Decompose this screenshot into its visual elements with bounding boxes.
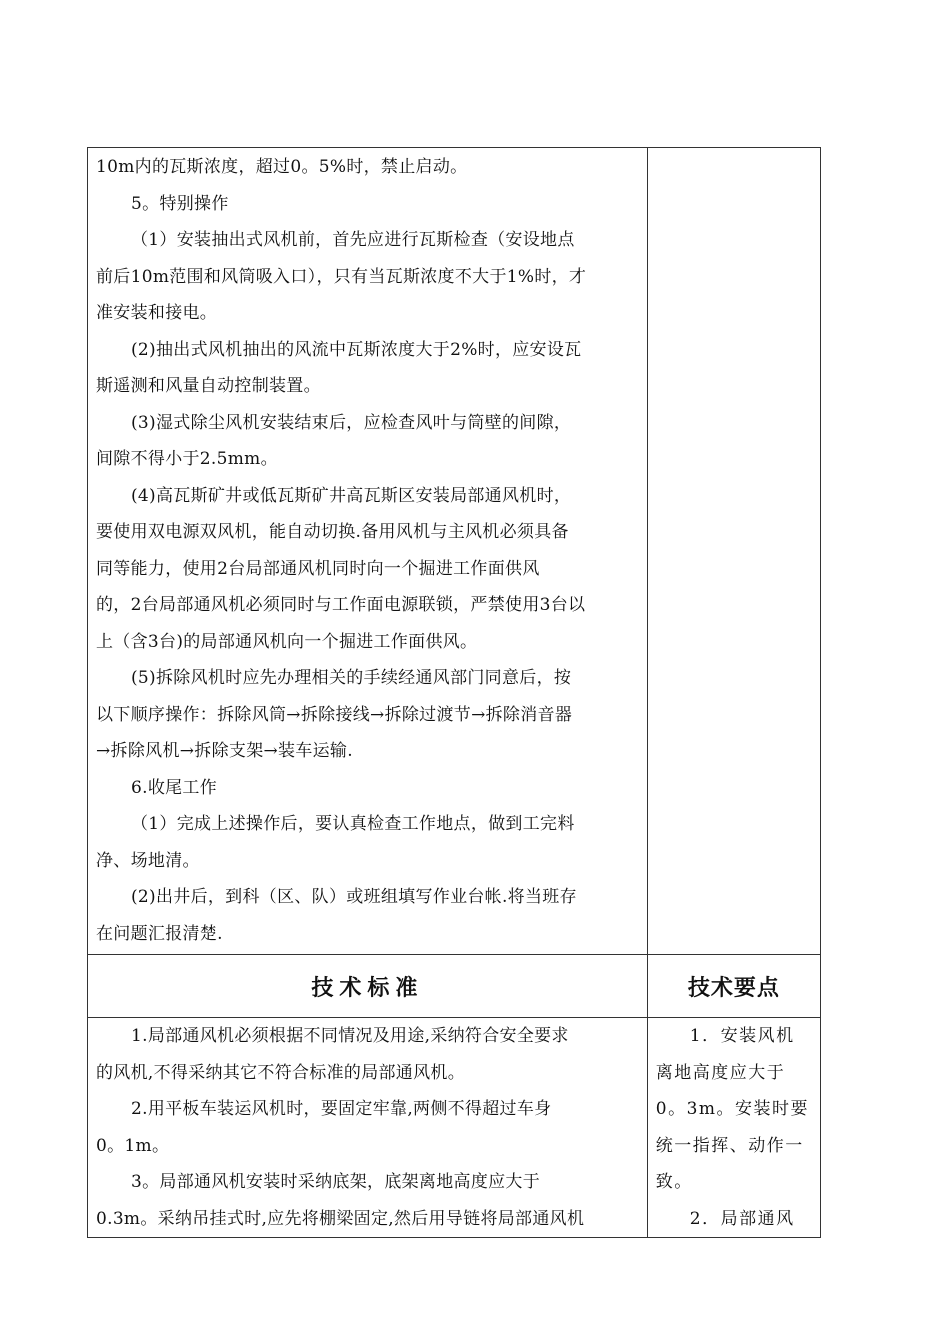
key-point-line: 1．安装风机: [689, 1026, 795, 1046]
text-line: 同等能力，使用2台局部通风机同时向一个掘进工作面供风: [96, 558, 540, 579]
text-line: 要使用双电源双风机，能自动切换.备用风机与主风机必须具备: [96, 522, 569, 542]
text-line: 1.局部通风机必须根据不同情况及用途,采纳符合安全要求: [131, 1026, 569, 1046]
text-line: (2)抽出式风机抽出的风流中瓦斯浓度大于2%时，应安设瓦: [131, 339, 582, 360]
operations-cell: [88, 148, 648, 955]
text-line: 净、场地清。: [96, 850, 200, 871]
header-cell-side: [647, 955, 820, 1018]
text-line: (2)出井后，到科（区、队）或班组填写作业台帐.将当班存: [131, 887, 577, 907]
section-title: 技术标准: [311, 975, 424, 1001]
text-line: 间隙不得小于2.5mm。: [96, 449, 278, 469]
text-line: 3。局部通风机安装时采纳底架，底架离地高度应大于: [131, 1172, 541, 1192]
text-line: (3)湿式除尘风机安装结束后，应检查风叶与筒壁的间隙，: [131, 412, 572, 433]
text-line: 的风机,不得采纳其它不符合标准的局部通风机。: [96, 1062, 466, 1083]
text-line: 准安装和接电。: [96, 303, 218, 323]
text-line: (5)拆除风机时应先办理相关的手续经通风部门同意后，按: [131, 668, 572, 688]
text-line: 2.用平板车装运风机时，要固定牢靠,两侧不得超过车身: [131, 1099, 552, 1119]
key-point-line: 致。: [655, 1172, 693, 1192]
key-point-line: 离地高度应大于: [655, 1062, 786, 1083]
table-row-operations: [88, 148, 821, 955]
standards-cell: [88, 1018, 648, 1238]
text-line: 的，2台局部通风机必须同时与工作面电源联锁，严禁使用3台以: [96, 595, 586, 615]
table-row-standards: [88, 1018, 821, 1238]
text-line: 在问题汇报清楚.: [96, 923, 223, 944]
text-line: 上（含3台)的局部通风机向一个掘进工作面供风。: [96, 631, 478, 652]
text-line: 0.3m。采纳吊挂式时,应先将棚梁固定,然后用导链将局部通风机: [96, 1208, 585, 1229]
operations-side-cell: [647, 148, 820, 955]
key-point-line: 2．局部通风: [689, 1208, 795, 1229]
text-line: 6.收尾工作: [131, 777, 218, 798]
text-line: 10m内的瓦斯浓度，超过0。5%时，禁止启动。: [96, 157, 468, 177]
table-row-header: [88, 955, 821, 1018]
text-line: 斯遥测和风量自动控制装置。: [96, 376, 321, 396]
key-point-line: 统一指挥、动作一: [655, 1135, 804, 1156]
header-cell-main: [88, 955, 648, 1018]
text-line: （1）安装抽出式风机前，首先应进行瓦斯检查（安设地点: [131, 230, 575, 250]
key-point-line: 0。3m。安装时要: [655, 1099, 810, 1119]
text-line: (4)高瓦斯矿井或低瓦斯矿井高瓦斯区安装局部通风机时，: [131, 485, 572, 506]
text-line: 以下顺序操作：拆除风筒→拆除接线→拆除过渡节→拆除消音器: [96, 704, 573, 725]
text-line: 前后10m范围和风筒吸入口），只有当瓦斯浓度不大于1%时，才: [96, 266, 587, 287]
text-line: （1）完成上述操作后，要认真检查工作地点，做到工完料: [131, 814, 575, 834]
text-line: →拆除风机→拆除支架→装车运输.: [96, 741, 353, 761]
key-points-cell: [647, 1018, 820, 1238]
document-table: [87, 147, 821, 1238]
section-side-title: 技术要点: [687, 975, 780, 1001]
text-line: 0。1m。: [96, 1135, 170, 1156]
text-line: 5。特别操作: [131, 193, 229, 214]
